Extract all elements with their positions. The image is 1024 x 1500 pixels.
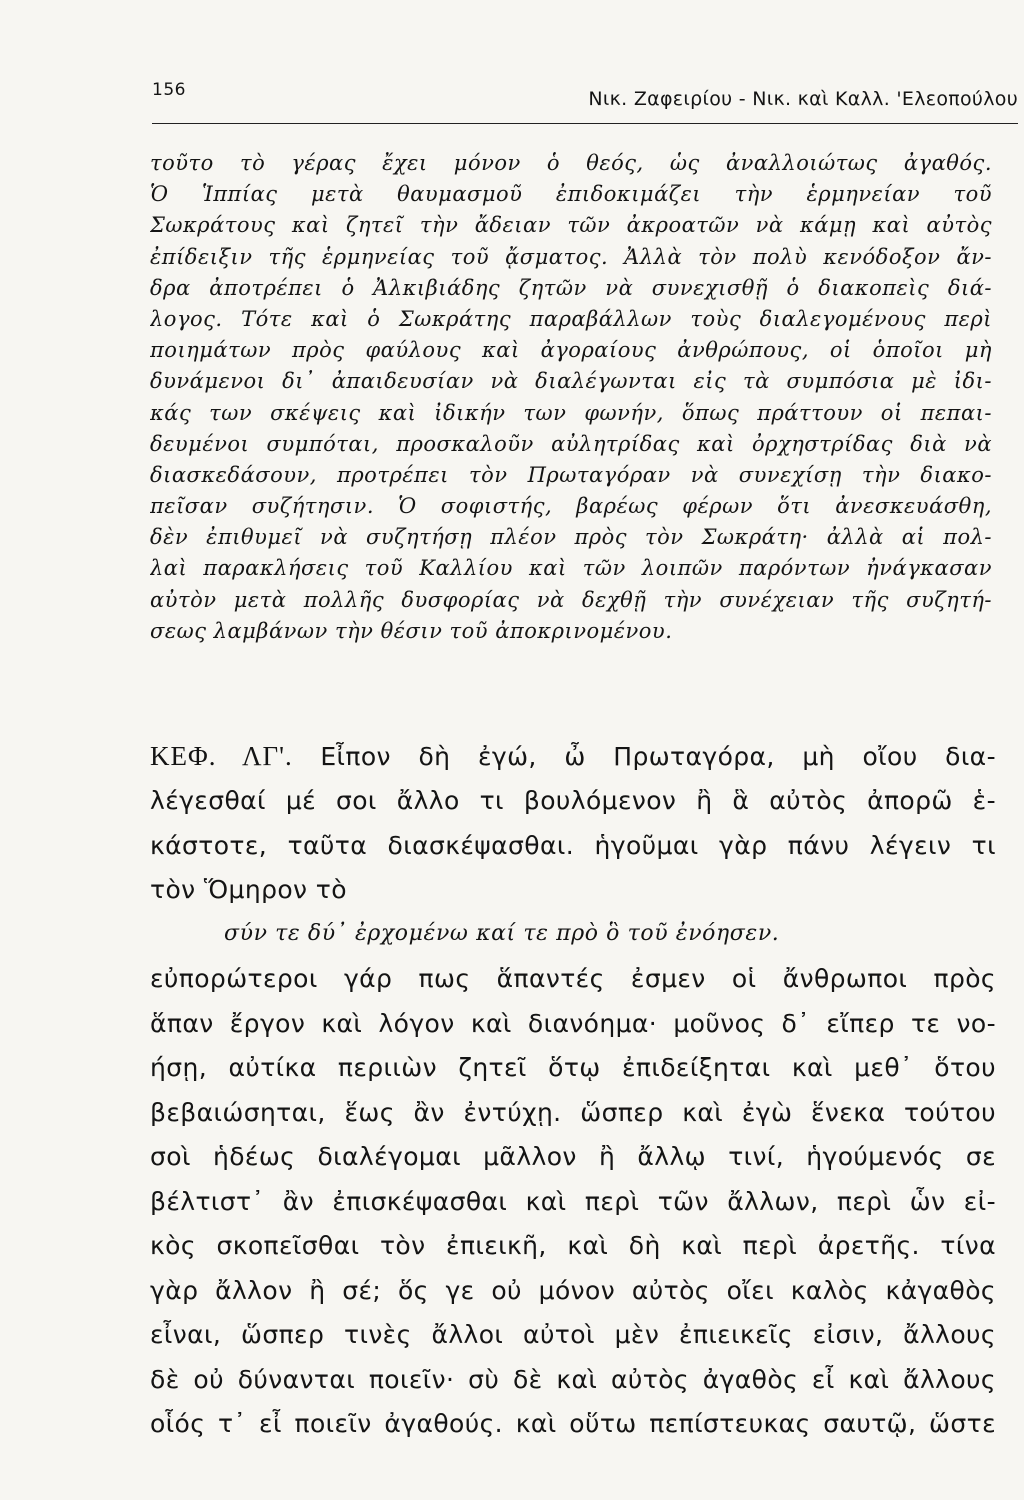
chapter-first-line-text: Εἶπον δὴ ἐγώ, ὦ Πρωταγόρα, μὴ οἴου δια- [320, 742, 996, 771]
commentary-line: Ὁ Ἱππίας μετὰ θαυμασμοῦ ἐπιδοκιμάζει τὴν ἑρμηνείαν τοῦ [150, 182, 992, 207]
header-rule [152, 123, 1018, 124]
commentary-line: δὲν ἐπιθυμεῖ νὰ συζητήσῃ πλέον πρὸς τὸν Σωκράτη· ἀλλὰ αἱ πολ- [150, 525, 992, 550]
text-line: οἷός τ᾽ εἶ ποιεῖν ἀγαθούς. καὶ οὕτω πεπίστευκας σαυτῷ, ὥστε [150, 1409, 996, 1438]
text-line: γὰρ ἄλλον ἢ σέ; ὅς γε οὐ μόνον αὐτὸς οἴει καλὸς κἀγαθὸς [150, 1275, 996, 1305]
text-line: εὐπορώτεροι γάρ πως ἅπαντές ἐσμεν οἱ ἄνθρωποι πρὸς [150, 964, 996, 993]
commentary-line: Σωκράτους καὶ ζητεῖ τὴν ἄδειαν τῶν ἀκροατῶν νὰ κάμῃ καὶ αὐτὸς [150, 213, 992, 238]
text-line: βεβαιώσηται, ἕως ἂν ἐντύχῃ. ὥσπερ καὶ ἐγὼ ἕνεκα τούτου [150, 1097, 996, 1127]
commentary-line: αὐτὸν μετὰ πολλῆς δυσφορίας νὰ δεχθῇ τὴν συνέχειαν τῆς συζητή- [150, 587, 992, 612]
chapter-first-line [150, 734, 996, 779]
main-paragraph [150, 957, 996, 1447]
commentary-paragraph [150, 148, 992, 647]
commentary-line: δευμένοι συμπόται, προσκαλοῦν αὐλητρίδας καὶ ὀρχηστρίδας διὰ νὰ [150, 431, 992, 456]
text-line: δὲ οὐ δύνανται ποιεῖν· σὺ δὲ καὶ αὐτὸς ἀγαθὸς εἶ καὶ ἄλλους [150, 1364, 996, 1394]
text-line: κὸς σκοπεῖσθαι τὸν ἐπιεικῆ, καὶ δὴ καὶ περὶ ἀρετῆς. τίνα [150, 1231, 996, 1260]
text-line: κάστοτε, ταῦτα διασκέψασθαι. ἡγοῦμαι γὰρ πάνυ λέγειν τι [150, 830, 996, 860]
page-number: 156 [152, 80, 186, 100]
chapter-label: ΚΕΦ. ΛΓ'. [150, 741, 293, 771]
text-line: ήσῃ, αὐτίκα περιιὼν ζητεῖ ὅτῳ ἐπιδείξηται καὶ μεθ᾽ ὅτου [150, 1053, 996, 1082]
homer-quotation: σύν τε δύ᾽ ἐρχομένω καί τε πρὸ ὃ τοῦ ἐνόησεν. [224, 921, 780, 946]
commentary-line: δρα ἀποτρέπει ὁ Ἀλκιβιάδης ζητῶν νὰ συνεχισθῇ ὁ διακοπεὶς διά- [150, 275, 992, 300]
text-line: τὸν Ὅμηρον τὸ [150, 875, 347, 905]
text-line: εἶναι, ὥσπερ τινὲς ἄλλοι αὐτοὶ μὲν ἐπιεικεῖς εἰσιν, ἄλλους [150, 1320, 996, 1349]
text-line: βέλτιστ᾽ ἂν ἐπισκέψασθαι καὶ περὶ τῶν ἄλλων, περὶ ὧν εἰ- [150, 1186, 996, 1216]
commentary-line: τοῦτο τὸ γέρας ἔχει μόνον ὁ θεός, ὡς ἀναλλοιώτως ἀγαθός. [150, 151, 992, 175]
commentary-line: διασκεδάσουν, προτρέπει τὸν Πρωταγόραν νὰ συνεχίσῃ τὴν διακο- [150, 462, 992, 487]
commentary-line: ποιημάτων πρὸς φαύλους καὶ ἀγοραίους ἀνθρώπους, οἱ ὁποῖοι μὴ [150, 338, 992, 363]
commentary-line: πεῖσαν συζήτησιν. Ὁ σοφιστής, βαρέως φέρων ὅτι ἀνεσκευάσθη, [150, 494, 992, 519]
commentary-line: ἐπίδειξιν τῆς ἑρμηνείας τοῦ ᾄσματος. Ἀλλὰ τὸν πολὺ κενόδοξον ἄν- [150, 244, 992, 269]
text-line: ἅπαν ἔργον καὶ λόγον καὶ διανόημα· μοῦνος δ᾽ εἴπερ τε νο- [150, 1008, 996, 1038]
text-line: σοὶ ἡδέως διαλέγομαι μᾶλλον ἢ ἄλλῳ τινί, ἡγούμενός σε [150, 1142, 996, 1171]
commentary-line: λογος. Τότε καὶ ὁ Σωκράτης παραβάλλων τοὺς διαλεγομένους περὶ [150, 306, 992, 331]
commentary-line: δυνάμενοι δι᾽ ἀπαιδευσίαν νὰ διαλέγωνται εἰς τὰ συμπόσια μὲ ἰδι- [150, 369, 992, 394]
text-line: λέγεσθαί μέ σοι ἄλλο τι βουλόμενον ἢ ἃ αὐτὸς ἀπορῶ ἑ- [150, 785, 996, 815]
running-head: Νικ. Ζαφειρίου - Νικ. καὶ Καλλ. 'Ελεοπούλου [588, 88, 1018, 110]
commentary-line: λαὶ παρακλήσεις τοῦ Καλλίου καὶ τῶν λοιπῶν παρόντων ἠνάγκασαν [150, 556, 992, 581]
chapter-paragraph [150, 734, 996, 913]
page-header [152, 76, 1018, 120]
commentary-line: κάς των σκέψεις καὶ ἰδικήν των φωνήν, ὅπως πράττουν οἱ πεπαι- [150, 400, 992, 425]
commentary-line: σεως λαμβάνων τὴν θέσιν τοῦ ἀποκρινομένου. [150, 618, 673, 643]
